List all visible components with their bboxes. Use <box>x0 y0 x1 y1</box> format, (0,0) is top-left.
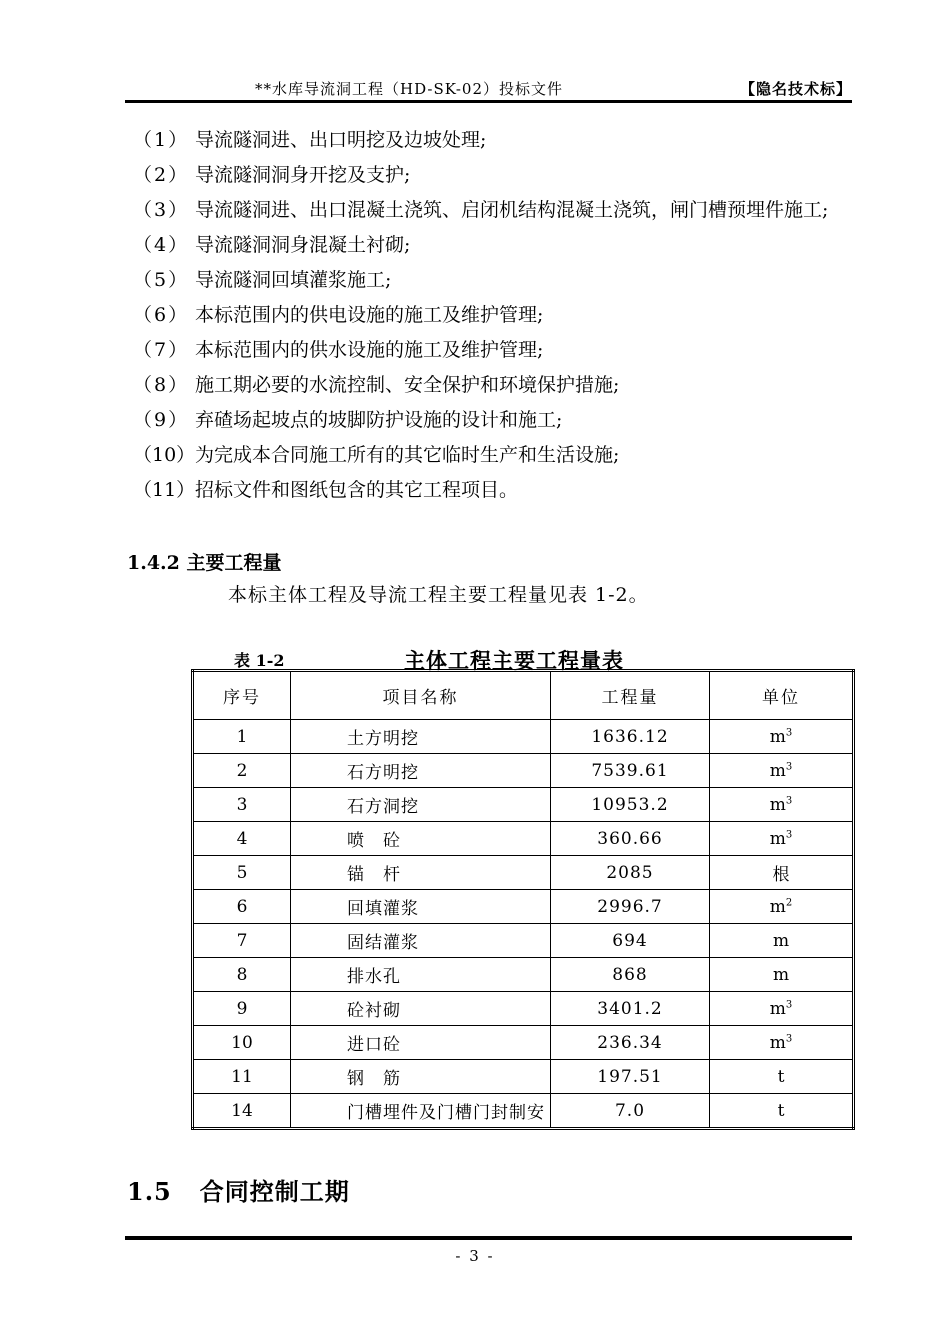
column-header: 单位 <box>710 671 854 720</box>
unit: m <box>710 958 854 992</box>
quantity-value: 2996.7 <box>551 890 710 924</box>
list-item-number: （7） <box>133 339 190 361</box>
item-name: 锚 杆 <box>291 856 551 890</box>
list-item-text: 导流隧洞洞身混凝土衬砌; <box>195 234 411 256</box>
row-number: 4 <box>193 822 291 856</box>
list-item-text: 导流隧洞回填灌浆施工; <box>195 269 392 291</box>
list-item <box>133 161 858 190</box>
row-number: 9 <box>193 992 291 1026</box>
unit: $m^3$ <box>710 754 854 788</box>
quantity-value: 694 <box>551 924 710 958</box>
page-header <box>125 74 852 103</box>
list-item <box>133 301 858 330</box>
intro-paragraph: 本标主体工程及导流工程主要工程量见表 1-2。 <box>228 584 649 606</box>
row-number: 10 <box>193 1026 291 1060</box>
unit: m <box>710 924 854 958</box>
quantity-value: 1636.12 <box>551 720 710 754</box>
quantity-value: 868 <box>551 958 710 992</box>
item-name: 固结灌浆 <box>291 924 551 958</box>
row-number: 11 <box>193 1060 291 1094</box>
list-item-text: 弃碴场起坡点的坡脚防护设施的设计和施工; <box>195 409 563 431</box>
list-item-text: 本标范围内的供电设施的施工及维护管理; <box>195 304 544 326</box>
unit: $m^3$ <box>710 1026 854 1060</box>
row-number: 2 <box>193 754 291 788</box>
list-item-number: （8） <box>133 374 190 396</box>
list-item <box>133 231 858 260</box>
header-title: **水库导流洞工程（HD-SK-02）投标文件 <box>255 80 564 98</box>
list-item-number: （5） <box>133 269 190 291</box>
section-title: 合同控制工期 <box>199 1177 350 1206</box>
quantity-value: 3401.2 <box>551 992 710 1026</box>
item-name: 钢 筋 <box>291 1060 551 1094</box>
section-heading-1-5 <box>127 1172 350 1207</box>
quantity-value: 360.66 <box>551 822 710 856</box>
item-name: 排水孔 <box>291 958 551 992</box>
list-item-number: （1） <box>133 129 190 151</box>
table-row <box>193 890 854 924</box>
row-number: 3 <box>193 788 291 822</box>
unit-exponent: 3 <box>785 726 793 738</box>
scope-list <box>133 126 858 511</box>
list-item-number: （9） <box>133 409 190 431</box>
table-row <box>193 788 854 822</box>
table-row <box>193 1094 854 1129</box>
column-header: 序号 <box>193 671 291 720</box>
unit: t <box>710 1094 854 1129</box>
list-item-text: 为完成本合同施工所有的其它临时生产和生活设施; <box>195 444 620 466</box>
item-name: 门槽埋件及门槽门封制安 <box>291 1094 551 1129</box>
unit: $m^3$ <box>710 788 854 822</box>
row-number: 5 <box>193 856 291 890</box>
list-item <box>133 476 858 505</box>
unit: $m^3$ <box>710 992 854 1026</box>
unit-exponent: 3 <box>785 828 793 840</box>
table-row <box>193 924 854 958</box>
list-item-number: （3） <box>133 199 190 221</box>
section-heading: 1.4.2 主要工程量 <box>127 552 282 574</box>
list-item-text: 导流隧洞洞身开挖及支护; <box>195 164 411 186</box>
list-item <box>133 266 858 295</box>
row-number: 7 <box>193 924 291 958</box>
quantity-value: 236.34 <box>551 1026 710 1060</box>
list-item <box>133 196 858 225</box>
item-name: 石方洞挖 <box>291 788 551 822</box>
list-item <box>133 336 858 365</box>
table-row <box>193 720 854 754</box>
quantity-value: 2085 <box>551 856 710 890</box>
table-number: 表 1-2 <box>234 651 285 670</box>
list-item <box>133 126 858 155</box>
table-header-row <box>193 671 854 720</box>
list-item-text: 导流隧洞进、出口混凝土浇筑、启闭机结构混凝土浇筑，闸门槽预埋件施工; <box>195 199 829 221</box>
list-item-text: 本标范围内的供水设施的施工及维护管理; <box>195 339 544 361</box>
table-title: 主体工程主要工程量表 <box>404 648 624 673</box>
list-item-number: （2） <box>133 164 190 186</box>
item-name: 土方明挖 <box>291 720 551 754</box>
unit: 根 <box>710 856 854 890</box>
table-row <box>193 856 854 890</box>
list-item-number: （6） <box>133 304 190 326</box>
footer-divider <box>125 1236 852 1240</box>
unit-exponent: 3 <box>785 794 793 806</box>
table-body <box>193 720 854 1129</box>
list-item-text: 招标文件和图纸包含的其它工程项目。 <box>195 479 519 501</box>
row-number: 1 <box>193 720 291 754</box>
quantity-table <box>191 669 855 1130</box>
section-number: 1.5 <box>127 1177 172 1206</box>
quantity-value: 7539.61 <box>551 754 710 788</box>
list-item-number: （11） <box>133 479 196 501</box>
quantity-value: 197.51 <box>551 1060 710 1094</box>
list-item <box>133 406 858 435</box>
unit: $m^2$ <box>710 890 854 924</box>
item-name: 石方明挖 <box>291 754 551 788</box>
page-number: - 3 - <box>455 1247 495 1265</box>
list-item <box>133 441 858 470</box>
unit-exponent: 3 <box>785 760 793 772</box>
row-number: 8 <box>193 958 291 992</box>
column-header: 工程量 <box>551 671 710 720</box>
header-tag: 【隐名技术标】 <box>739 80 852 98</box>
table-row <box>193 992 854 1026</box>
list-item-number: （10） <box>133 444 196 466</box>
unit-exponent: 3 <box>785 998 793 1010</box>
row-number: 6 <box>193 890 291 924</box>
table-row <box>193 958 854 992</box>
list-item <box>133 371 858 400</box>
list-item-text: 导流隧洞进、出口明挖及边坡处理; <box>195 129 487 151</box>
list-item-number: （4） <box>133 234 190 256</box>
unit-exponent: 3 <box>785 1032 793 1044</box>
table-row <box>193 1060 854 1094</box>
item-name: 砼衬砌 <box>291 992 551 1026</box>
unit-exponent: 2 <box>785 896 793 908</box>
item-name: 喷 砼 <box>291 822 551 856</box>
list-item-text: 施工期必要的水流控制、安全保护和环境保护措施; <box>195 374 620 396</box>
table-row <box>193 754 854 788</box>
unit: $m^3$ <box>710 720 854 754</box>
item-name: 回填灌浆 <box>291 890 551 924</box>
column-header: 项目名称 <box>291 671 551 720</box>
table-row <box>193 1026 854 1060</box>
table-row <box>193 822 854 856</box>
quantity-value: 10953.2 <box>551 788 710 822</box>
quantity-value: 7.0 <box>551 1094 710 1129</box>
unit: t <box>710 1060 854 1094</box>
unit: $m^3$ <box>710 822 854 856</box>
row-number: 14 <box>193 1094 291 1129</box>
item-name: 进口砼 <box>291 1026 551 1060</box>
